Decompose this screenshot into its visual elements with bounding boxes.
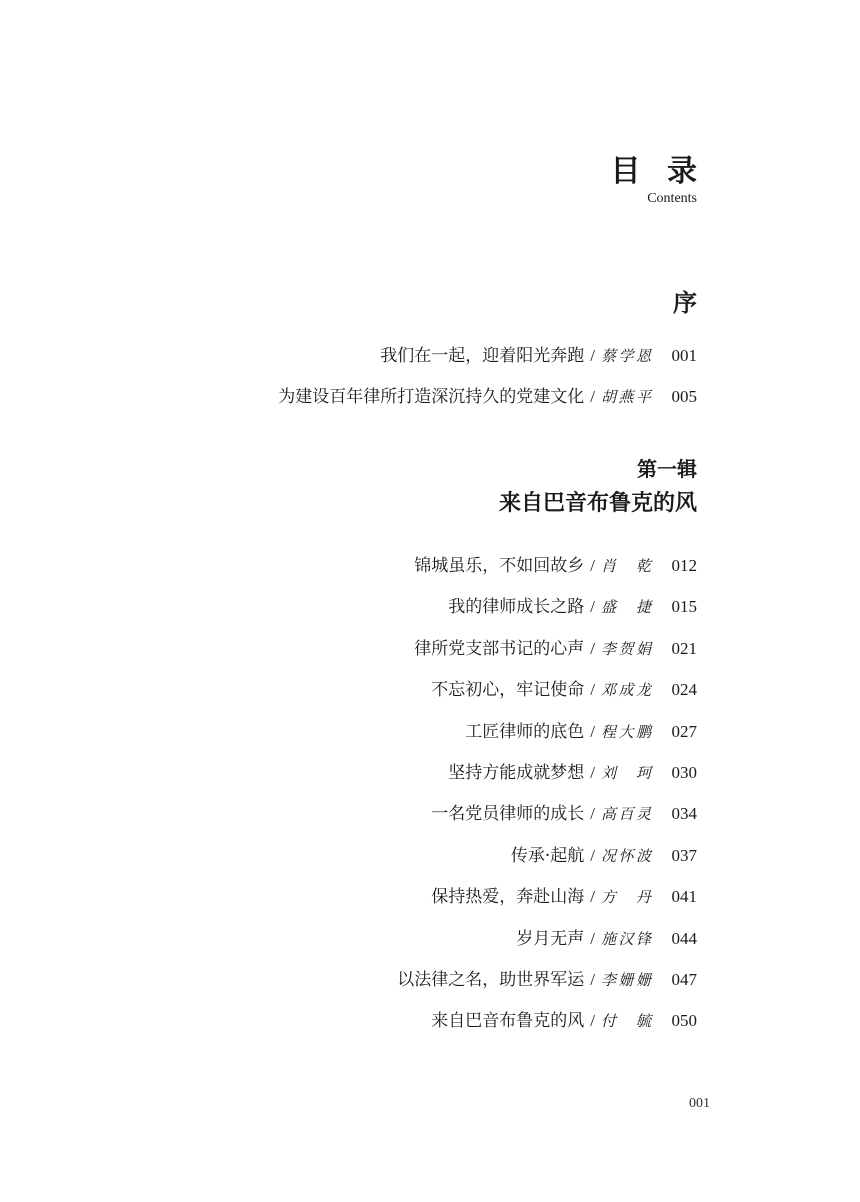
entry-author: 李姗姗: [601, 970, 651, 989]
entry-page-number: 047: [671, 969, 697, 989]
volume-label: 第一辑: [637, 457, 697, 481]
entry-separator: /: [590, 597, 595, 617]
toc-entry[interactable]: [77, 840, 697, 881]
toc-entry[interactable]: [77, 757, 697, 798]
toc-entry[interactable]: [77, 1005, 697, 1046]
entry-title: 保持热爱，奔赴山海: [431, 887, 585, 908]
entry-author: 盛 捷: [601, 598, 651, 617]
entry-separator: /: [590, 556, 595, 575]
toc-entry[interactable]: [77, 340, 697, 381]
toc-entry[interactable]: [77, 381, 697, 422]
entry-separator: /: [590, 387, 595, 407]
toc-entry[interactable]: [77, 923, 697, 964]
toc-entry[interactable]: [77, 550, 697, 591]
page-folio: 001: [689, 1096, 710, 1111]
volume-title: 来自巴音布鲁克的风: [498, 490, 697, 516]
volume-entry-list: [77, 550, 697, 1047]
entry-author: 邓成龙: [601, 681, 651, 700]
toc-entry[interactable]: [77, 964, 697, 1005]
entry-separator: /: [590, 1011, 595, 1031]
entry-title: 律所党支部书记的心声: [414, 638, 585, 659]
entry-author: 肖 乾: [601, 557, 651, 575]
entry-author: 程大鹏: [601, 722, 651, 741]
entry-page-number: 027: [671, 721, 697, 741]
toc-entry[interactable]: [77, 798, 697, 839]
entry-author: 刘 珂: [601, 763, 651, 782]
entry-title: 我们在一起，迎着阳光奔跑: [380, 346, 585, 366]
entry-author: 付 毓: [601, 1012, 651, 1031]
entry-author: 方 丹: [601, 888, 651, 907]
toc-entry[interactable]: [77, 716, 697, 757]
entry-title: 我的律师成长之路: [448, 597, 585, 618]
entry-page-number: 037: [671, 845, 697, 865]
entry-separator: /: [590, 721, 595, 741]
entry-author: 胡燕平: [601, 388, 651, 407]
page-title: 目 录: [610, 154, 705, 189]
entry-title: 以法律之名，助世界军运: [397, 969, 585, 990]
toc-entry[interactable]: [77, 674, 697, 715]
entry-page-number: 001: [671, 346, 697, 365]
entry-page-number: 034: [671, 804, 697, 824]
entry-title: 来自巴音布鲁克的风: [431, 1011, 585, 1032]
entry-author: 施汉锋: [601, 929, 651, 948]
entry-author: 李贺娟: [601, 639, 651, 658]
entry-author: 况怀波: [601, 846, 651, 865]
entry-separator: /: [590, 804, 595, 824]
entry-title: 不忘初心，牢记使命: [431, 680, 585, 701]
entry-separator: /: [590, 762, 595, 782]
entry-separator: /: [590, 638, 595, 658]
entry-title: 锦城虽乐，不如回故乡: [414, 556, 585, 576]
toc-entry[interactable]: [77, 591, 697, 632]
entry-page-number: 005: [671, 387, 697, 407]
entry-title: 坚持方能成就梦想: [448, 762, 585, 783]
preface-heading: 序: [673, 288, 697, 317]
entry-title: 一名党员律师的成长: [431, 804, 585, 825]
entry-page-number: 015: [671, 597, 697, 617]
entry-separator: /: [590, 928, 595, 948]
entry-page-number: 041: [671, 887, 697, 907]
preface-entry-list: [77, 340, 697, 423]
entry-title: 岁月无声: [516, 928, 585, 949]
entry-page-number: 050: [671, 1011, 697, 1031]
entry-separator: /: [590, 845, 595, 865]
entry-page-number: 030: [671, 762, 697, 782]
entry-separator: /: [590, 680, 595, 700]
entry-separator: /: [590, 887, 595, 907]
toc-entry[interactable]: [77, 633, 697, 674]
entry-author: 蔡学恩: [601, 347, 651, 365]
entry-page-number: 021: [671, 638, 697, 658]
entry-title: 工匠律师的底色: [465, 721, 585, 742]
entry-page-number: 012: [671, 556, 697, 575]
entry-separator: /: [590, 969, 595, 989]
entry-title: 为建设百年律所打造深沉持久的党建文化: [278, 387, 585, 408]
entry-separator: /: [590, 346, 595, 365]
entry-page-number: 024: [671, 680, 697, 700]
toc-entry[interactable]: [77, 881, 697, 922]
entry-author: 高百灵: [601, 805, 651, 824]
entry-title: 传承·起航: [510, 845, 585, 866]
entry-page-number: 044: [671, 928, 697, 948]
page-subtitle: Contents: [647, 191, 697, 206]
